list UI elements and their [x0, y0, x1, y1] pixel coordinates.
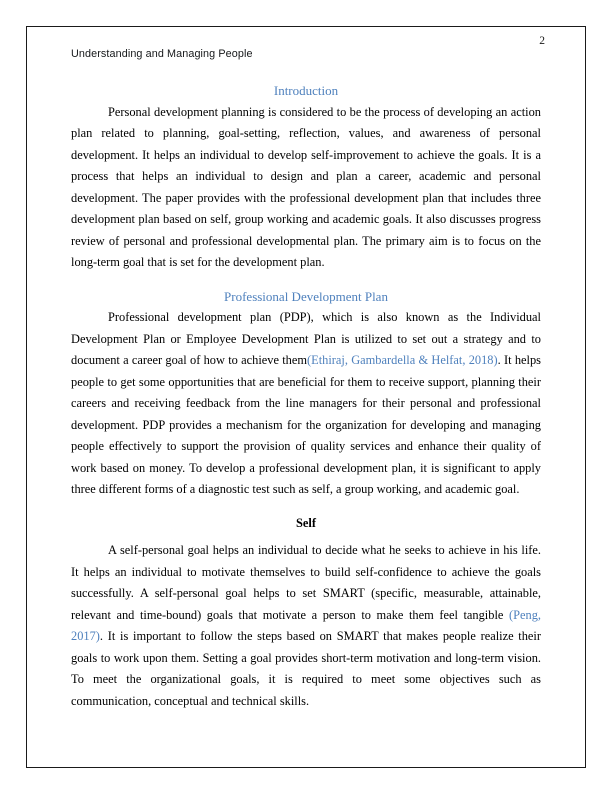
document-body: [71, 80, 541, 712]
pdp-text-part-1: Professional development plan (PDP), which is also known as the Individual Development Plan or Employee Development Plan is utilized to set out a strategy and to document a career goal of how to achieve them: [71, 310, 541, 367]
paragraph-introduction: Personal development planning is considered to be the process of developing an action plan related to planning, goal-setting, reflection, values, and awareness of personal development. It helps an individual to develop self-improvement to achieve the goals. It is a process that helps an individual to design and plan a career, academic and personal development. The paper provides with the professional development plan that includes three development plan based on self, group working and academic goals. It also discusses progress review of personal and professional developmental plan. The primary aim is to focus on the long-term goal that is set for the development plan.: [71, 104, 541, 269]
citation-ethiraj-gambardella-helfat[interactable]: (Ethiraj, Gambardella & Helfat, 2018): [307, 353, 498, 367]
spacer: [71, 274, 541, 286]
paragraph-professional-development-plan: [71, 307, 541, 501]
self-text-part-1: A self-personal goal helps an individual to decide what he seeks to achieve in his life. It helps an individual to motivate themselves to build self-confidence to achieve the goals successfully. A self-personal goal helps to set SMART (specific, measurable, attainable, relevant and time-bound) goals that motivate a person to make them feel tangible: [71, 543, 541, 622]
heading-self: Self: [296, 515, 316, 530]
heading-professional-development-plan: Professional Development Plan: [224, 288, 388, 304]
running-header: Understanding and Managing People: [71, 48, 253, 60]
paragraph-self: [71, 540, 541, 712]
heading-introduction: Introduction: [273, 83, 339, 98]
citation-peng[interactable]: (Peng, 2017): [71, 607, 541, 643]
pdp-text-part-2: . It helps people to get some opportunities that are beneficial for them to receive support, planning their careers and receiving feedback from the line managers for their personal and professional development. PDP provides a mechanism for the organization for developing and managing people effectively to support the provision of quality services and enhance their quality of work based on money. To develop a professional development plan, it is significant to apply three different forms of a diagnostic test such as self, a group working, and academic goal.: [71, 353, 541, 496]
self-text-part-2: . It is important to follow the steps based on SMART that makes people realize their goals to work upon them. Setting a goal provides short-term motivation and long-term vision. To meet the organizational goals, it is required to meet some objectives such as communication, conceptual and technical skills.: [71, 629, 541, 708]
spacer: [71, 501, 541, 513]
page-number: 2: [539, 35, 545, 47]
